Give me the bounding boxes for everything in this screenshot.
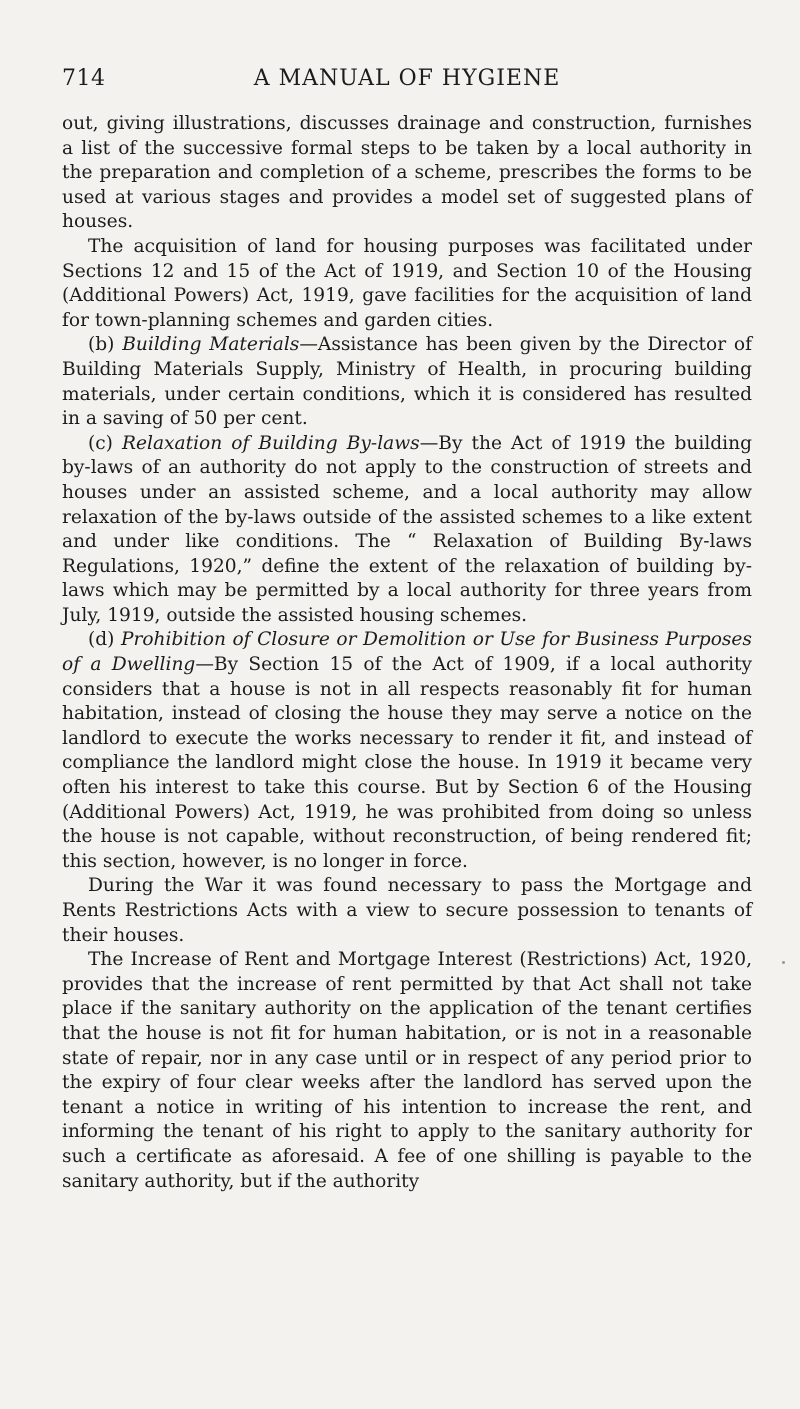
paragraph-text: —By Section 15 of the Act of 1909, if a local authority considers that a house is not in all respects reasonably fit for human habitation, instead of closing the house they may serve a notice on the landlord to execute the works necessary to render it fit, and instead of compliance the landlord might close the house. In 1919 it became very often his interest to take this course. But by Section 6 of the Housing (Additional Powers) Act, 1919, he was prohibited from doing so unless the house is not capable, without reconstruction, of being rendered fit; this section, however, is no longer in force.	[62, 654, 753, 872]
paragraph-text: out, giving illustrations, discusses drainage and construction, furnishes a list of the successive formal steps to be taken by a local authority in the preparation and completion of a scheme, prescribes the forms to be used at various stages and provides a model set of suggested plans of houses.	[62, 113, 752, 233]
paragraph-war-acts	[62, 874, 752, 948]
section-label: (c)	[88, 432, 113, 454]
paragraph-prohibition-closure	[62, 628, 752, 874]
page-header	[62, 66, 752, 96]
paragraph-text: The Increase of Rent and Mortgage Interest (Restrictions) Act, 1920, provides that the increase of rent permitted by that Act shall not take place if the sanitary authority on the application of the tenant certifies that the house is not fit for human habitation, or is not in a reasonable state of repair, nor in any case until or in respect of any period prior to the expiry of four clear weeks after the landlord has served upon the tenant a notice in writing of his intention to increase the rent, and informing the tenant of his right to apply to the sanitary authority for such a certificate as aforesaid. A fee of one shilling is payable to the sanitary authority, but if the authority	[62, 949, 752, 1192]
paragraph-rent-increase	[62, 948, 752, 1194]
paragraph-text: —By the Act of 1919 the building by-laws of an authority do not apply to the construction of streets and houses under an assisted scheme, and a local authority may allow relaxation of the by-laws outside of the assisted schemes to a like extent and under like conditions. The “ Relaxation of Building By-laws Regulations, 1920,” define the extent of the relaxation of building by-laws which may be permitted by a local authority for three years from July, 1919, outside the assisted housing schemes.	[62, 432, 752, 626]
running-title: A MANUAL OF HYGIENE	[253, 66, 561, 91]
paragraph-relaxation-bylaws	[62, 432, 752, 629]
section-label: (b)	[88, 334, 115, 356]
section-label: (d)	[88, 629, 115, 651]
paragraph-land-acquisition	[62, 235, 752, 333]
paragraph-text: During the War it was found necessary to pass the Mortgage and Rents Restrictions Acts with a view to secure possession to tenants of their houses.	[62, 875, 752, 946]
paragraph-continued	[62, 112, 752, 235]
section-heading: Building Materials	[122, 334, 300, 356]
ink-speck	[782, 961, 785, 964]
section-heading: Relaxation of Building By-laws	[122, 432, 420, 454]
paragraph-building-materials	[62, 333, 752, 431]
paragraph-text: —Assistance has been given by the Director of Building Materials Supply, Ministry of Health, in procuring building materials, under certain conditions, which it is considered has resulted in a saving of 50 per cent.	[62, 334, 752, 430]
body-text	[62, 112, 752, 1194]
section-heading: Prohibition of Closure or Demolition or Use for Business Purposes of a Dwelling	[62, 629, 752, 676]
page-number: 714	[62, 66, 106, 91]
paragraph-text: The acquisition of land for housing purposes was facilitated under Sections 12 and 15 of the Act of 1919, and Section 10 of the Housing (Additional Powers) Act, 1919, gave facilities for the acquisition of land for town-planning schemes and garden cities.	[62, 235, 752, 331]
